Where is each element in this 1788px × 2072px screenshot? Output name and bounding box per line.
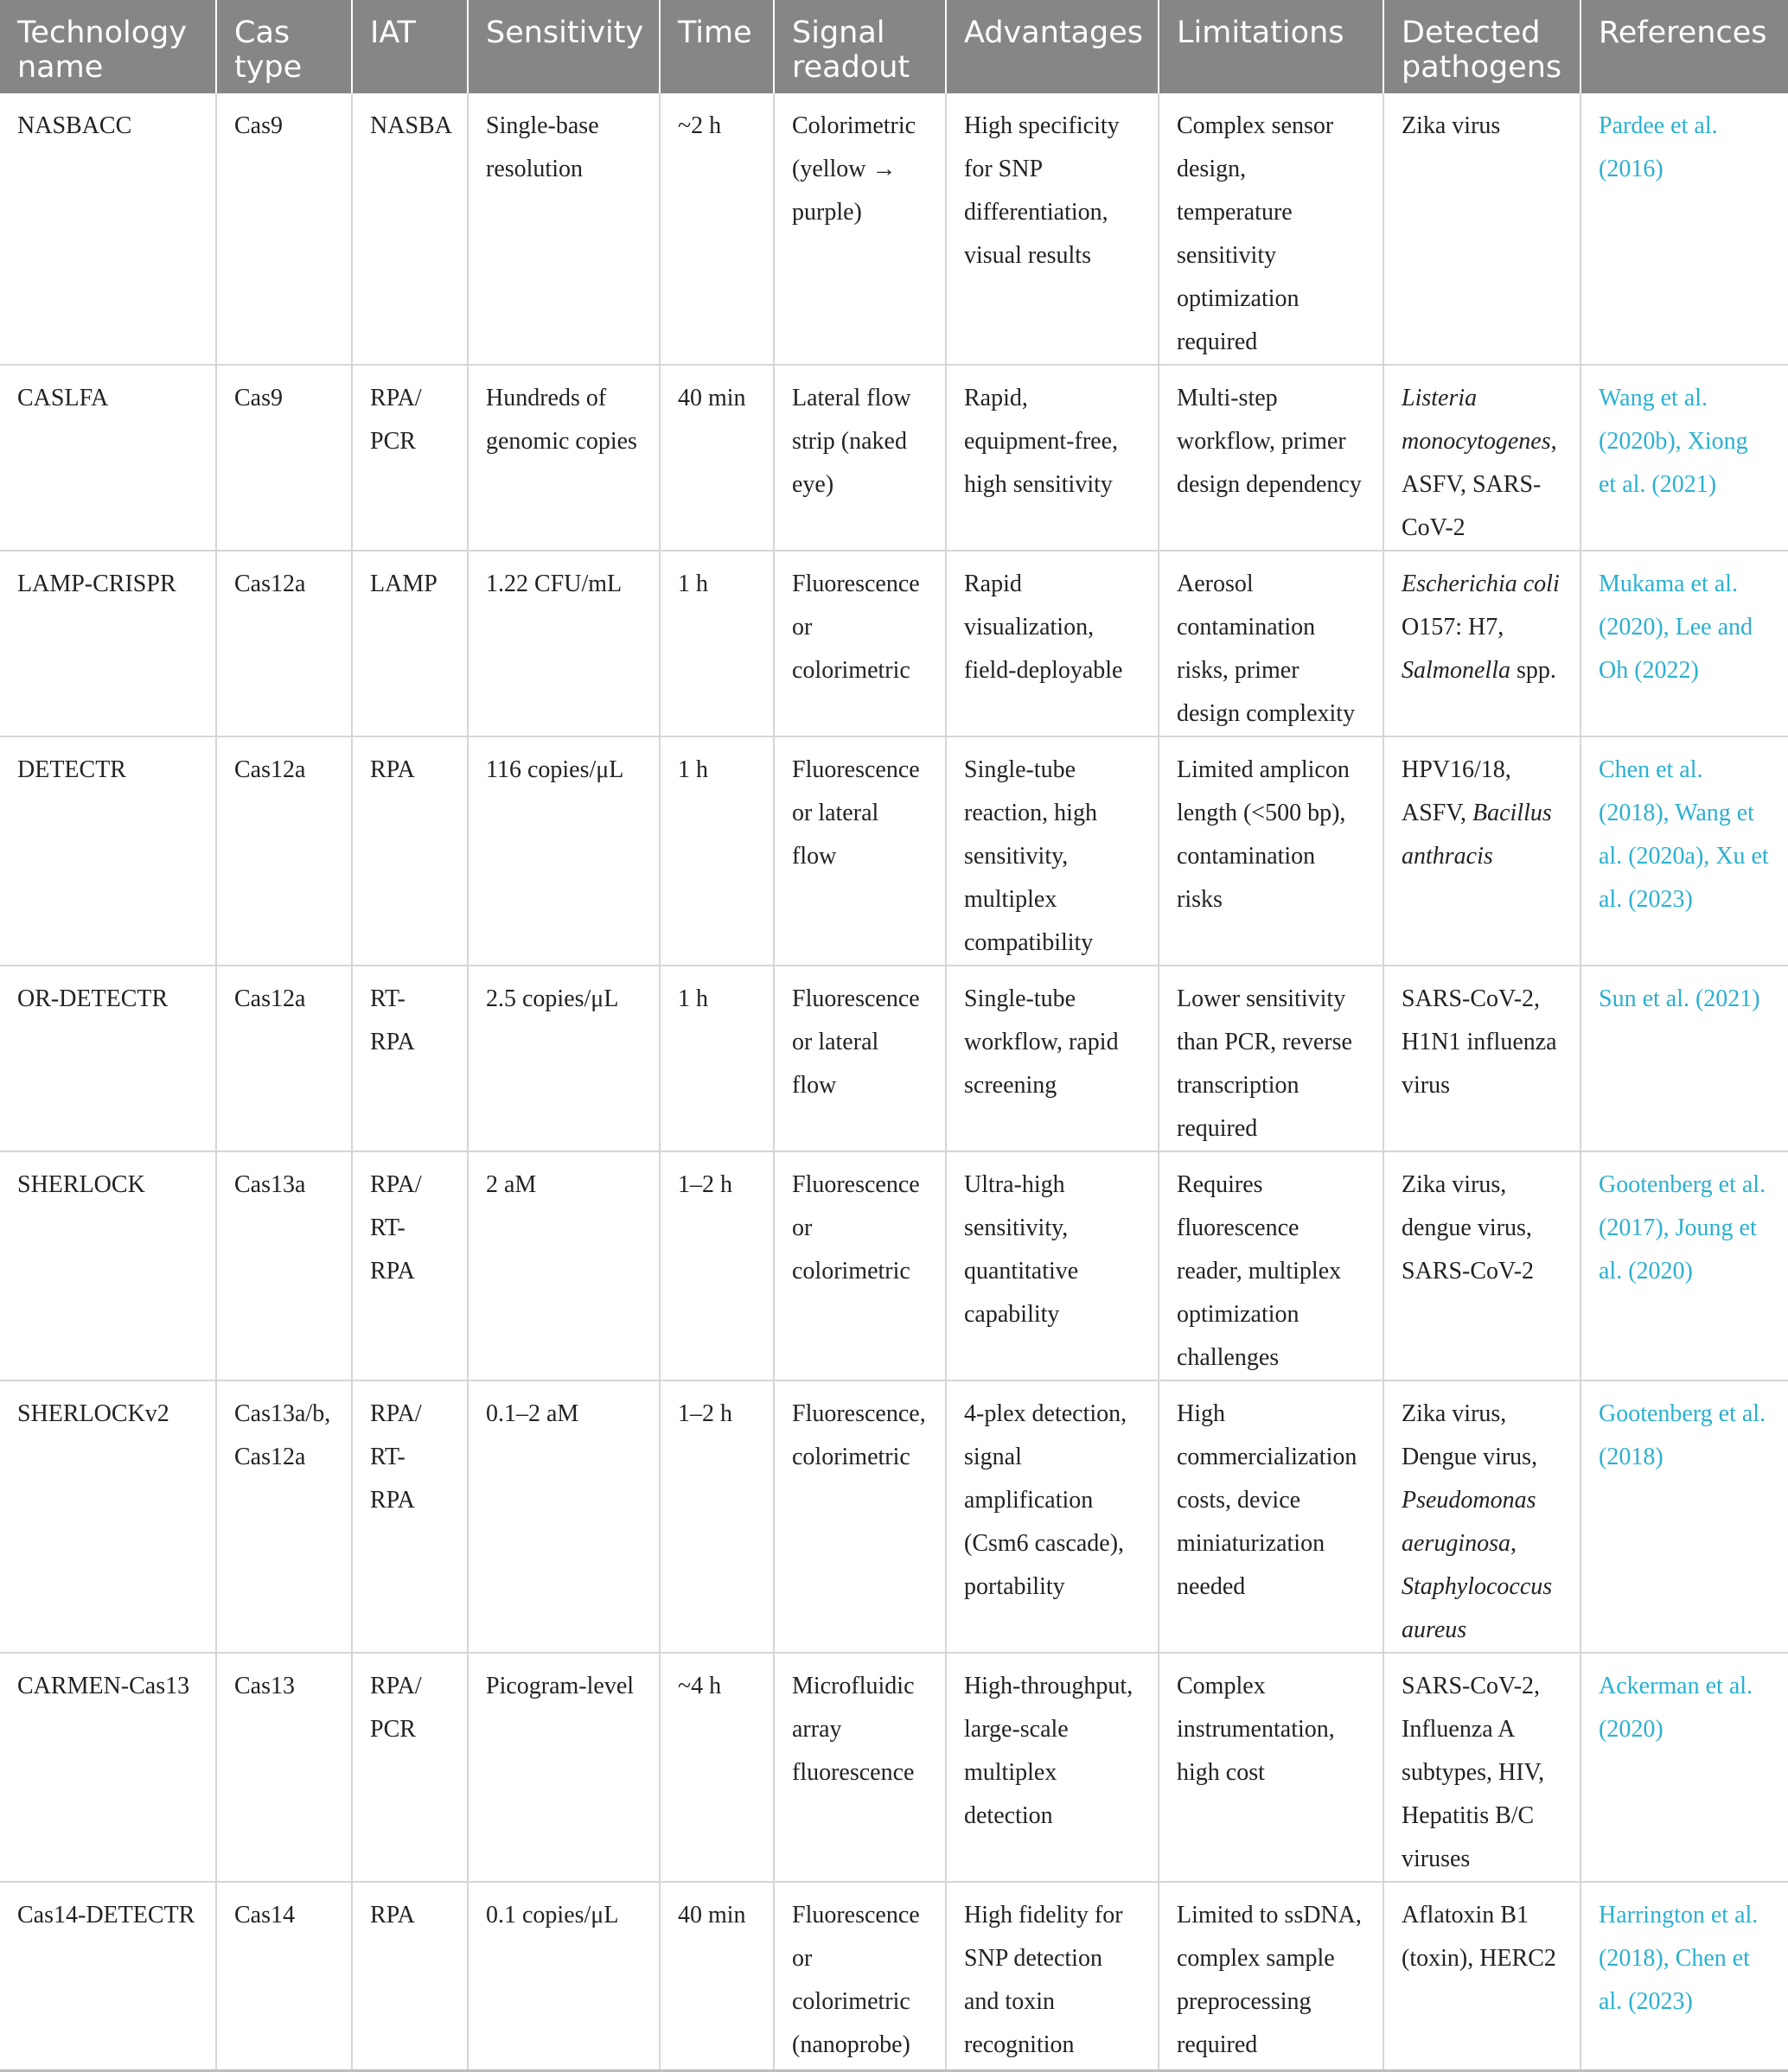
pathogen-species: Bacillus anthracis <box>1402 800 1552 870</box>
pathogen-text: HPV16/18, ASFV, <box>1402 756 1511 826</box>
cell-references <box>1580 966 1788 1151</box>
table-row <box>0 1882 1788 2070</box>
cell-signal-readout: Fluorescence or colorimetric <box>774 551 946 736</box>
reference-link[interactable]: Pardee et al. (2016) <box>1599 112 1718 182</box>
cell-iat: RPA/ PCR <box>352 365 468 551</box>
reference-link[interactable]: Gootenberg et al. (2017), Joung et al. (2020) <box>1599 1171 1766 1285</box>
cell-limitations: Complex instrumentation, high cost <box>1159 1653 1383 1882</box>
cell-time: ~4 h <box>660 1653 774 1882</box>
cell-time: 1–2 h <box>660 1151 774 1380</box>
table-row <box>0 1653 1788 1882</box>
cell-sensitivity: Picogram-level <box>468 1653 660 1882</box>
cell-iat: RPA/ RT-RPA <box>352 1151 468 1380</box>
cell-limitations: High commercialization costs, device miniaturization needed <box>1159 1380 1383 1653</box>
cell-technology-name: CARMEN-Cas13 <box>0 1653 216 1882</box>
cell-references <box>1580 1653 1788 1882</box>
header-detected-pathogens: Detected pathogens <box>1383 0 1580 93</box>
cell-iat: RT-RPA <box>352 966 468 1151</box>
cell-iat: LAMP <box>352 551 468 736</box>
table-header <box>0 0 1788 93</box>
header-technology-name: Technology name <box>0 0 216 93</box>
reference-link[interactable]: Ackerman et al. (2020) <box>1599 1673 1753 1743</box>
cell-references <box>1580 736 1788 966</box>
cell-advantages: Rapid, equipment-free, high sensitivity <box>946 365 1159 551</box>
pathogen-species: Staphylococcus aureus <box>1402 1573 1553 1643</box>
cell-advantages: High-throughput, large-scale multiplex detection <box>946 1653 1159 1882</box>
cell-detected-pathogens <box>1383 365 1580 551</box>
cell-cas-type: Cas12a <box>216 966 352 1151</box>
cell-iat: RPA/ RT-RPA <box>352 1380 468 1653</box>
cell-references <box>1580 1151 1788 1380</box>
pathogen-text: O157: H7, <box>1402 614 1504 641</box>
reference-link[interactable]: Gootenberg et al. (2018) <box>1599 1400 1766 1470</box>
cell-detected-pathogens: Zika virus, dengue virus, SARS-CoV-2 <box>1383 1151 1580 1380</box>
pathogen-species: Pseudomonas aeruginosa <box>1402 1487 1536 1557</box>
table-row <box>0 1151 1788 1380</box>
cell-cas-type: Cas12a <box>216 736 352 966</box>
cell-detected-pathogens: SARS-CoV-2, H1N1 influenza virus <box>1383 966 1580 1151</box>
cell-signal-readout: Lateral flow strip (naked eye) <box>774 365 946 551</box>
cell-detected-pathogens: Aflatoxin B1 (toxin), HERC2 <box>1383 1882 1580 2070</box>
cell-sensitivity: 0.1 copies/μL <box>468 1882 660 2070</box>
cell-sensitivity: Hundreds of genomic copies <box>468 365 660 551</box>
reference-link[interactable]: Mukama et al. (2020), Lee and Oh (2022) <box>1599 571 1753 684</box>
cell-cas-type: Cas12a <box>216 551 352 736</box>
cell-sensitivity: 0.1–2 aM <box>468 1380 660 1653</box>
header-sensitivity: Sensitivity <box>468 0 660 93</box>
cell-limitations: Aerosol contamination risks, primer design complexity <box>1159 551 1383 736</box>
table-body <box>0 93 1788 2070</box>
cell-advantages: Single-tube reaction, high sensitivity, multiplex compatibility <box>946 736 1159 966</box>
cell-technology-name: NASBACC <box>0 93 216 365</box>
cell-advantages: Ultra-high sensitivity, quantitative capability <box>946 1151 1159 1380</box>
cell-cas-type: Cas14 <box>216 1882 352 2070</box>
cell-technology-name: SHERLOCK <box>0 1151 216 1380</box>
cell-time: 1–2 h <box>660 1380 774 1653</box>
cell-sensitivity: 2 aM <box>468 1151 660 1380</box>
cell-iat: RPA/ PCR <box>352 1653 468 1882</box>
cell-cas-type: Cas13 <box>216 1653 352 1882</box>
cell-signal-readout: Fluorescence or lateral flow <box>774 966 946 1151</box>
cell-signal-readout: Fluorescence, colorimetric <box>774 1380 946 1653</box>
header-time: Time <box>660 0 774 93</box>
cell-detected-pathogens: SARS-CoV-2, Influenza A subtypes, HIV, Hepatitis B/C viruses <box>1383 1653 1580 1882</box>
cell-signal-readout: Fluorescence or colorimetric (nanoprobe) <box>774 1882 946 2070</box>
pathogen-species: Listeria monocytogenes <box>1402 385 1551 455</box>
cell-technology-name: OR-DETECTR <box>0 966 216 1151</box>
reference-link[interactable]: Harrington et al. (2018), Chen et al. (2023) <box>1599 1902 1759 2015</box>
cell-advantages: Single-tube workflow, rapid screening <box>946 966 1159 1151</box>
cell-limitations: Limited amplicon length (<500 bp), contamination risks <box>1159 736 1383 966</box>
table-row <box>0 551 1788 736</box>
cell-limitations: Multi-step workflow, primer design dependency <box>1159 365 1383 551</box>
cell-references <box>1580 93 1788 365</box>
header-references: References <box>1580 0 1788 93</box>
header-signal-readout: Signal readout <box>774 0 946 93</box>
cell-iat: RPA <box>352 1882 468 2070</box>
table-row <box>0 93 1788 365</box>
cell-advantages: High specificity for SNP differentiation, visual results <box>946 93 1159 365</box>
table-row <box>0 736 1788 966</box>
cell-iat: RPA <box>352 736 468 966</box>
cell-iat: NASBA <box>352 93 468 365</box>
cell-sensitivity: Single-base resolution <box>468 93 660 365</box>
header-advantages: Advantages <box>946 0 1159 93</box>
cell-cas-type: Cas13a <box>216 1151 352 1380</box>
cell-signal-readout: Colorimetric (yellow → purple) <box>774 93 946 365</box>
cell-detected-pathogens: Zika virus <box>1383 93 1580 365</box>
cell-sensitivity: 2.5 copies/μL <box>468 966 660 1151</box>
cell-technology-name: LAMP-CRISPR <box>0 551 216 736</box>
pathogen-text: spp. <box>1510 657 1556 684</box>
cell-advantages: 4-plex detection, signal amplification (Csm6 cascade), portability <box>946 1380 1159 1653</box>
reference-link[interactable]: Wang et al. (2020b), Xiong et al. (2021) <box>1599 385 1748 498</box>
reference-link[interactable]: Chen et al. (2018), Wang et al. (2020a), Xu et al. (2023) <box>1599 756 1769 913</box>
pathogen-text: , <box>1510 1530 1517 1557</box>
cell-advantages: Rapid visualization, field-deployable <box>946 551 1159 736</box>
pathogen-species: Salmonella <box>1402 657 1510 684</box>
table-row <box>0 365 1788 551</box>
pathogen-text: , ASFV, SARS-CoV-2 <box>1402 428 1557 541</box>
cell-sensitivity: 1.22 CFU/mL <box>468 551 660 736</box>
cell-signal-readout: Fluorescence or colorimetric <box>774 1151 946 1380</box>
cell-technology-name: DETECTR <box>0 736 216 966</box>
cell-limitations: Limited to ssDNA, complex sample preprocessing required <box>1159 1882 1383 2070</box>
cell-cas-type: Cas13a/b, Cas12a <box>216 1380 352 1653</box>
cell-time: 40 min <box>660 1882 774 2070</box>
cell-time: ~2 h <box>660 93 774 365</box>
pathogen-species: Escherichia coli <box>1402 571 1560 597</box>
cell-sensitivity: 116 copies/μL <box>468 736 660 966</box>
cell-detected-pathogens <box>1383 551 1580 736</box>
cell-technology-name: SHERLOCKv2 <box>0 1380 216 1653</box>
cell-detected-pathogens <box>1383 1380 1580 1653</box>
header-limitations: Limitations <box>1159 0 1383 93</box>
cell-limitations: Lower sensitivity than PCR, reverse transcription required <box>1159 966 1383 1151</box>
cell-time: 40 min <box>660 365 774 551</box>
cell-advantages: High fidelity for SNP detection and toxin recognition <box>946 1882 1159 2070</box>
cell-time: 1 h <box>660 551 774 736</box>
header-iat: IAT <box>352 0 468 93</box>
cell-cas-type: Cas9 <box>216 365 352 551</box>
cell-signal-readout: Fluorescence or lateral flow <box>774 736 946 966</box>
cell-cas-type: Cas9 <box>216 93 352 365</box>
cell-limitations: Complex sensor design, temperature sensitivity optimization required <box>1159 93 1383 365</box>
cell-signal-readout: Microfluidic array fluorescence <box>774 1653 946 1882</box>
cell-time: 1 h <box>660 966 774 1151</box>
header-cas-type: Cas type <box>216 0 352 93</box>
cell-limitations: Requires fluorescence reader, multiplex optimization challenges <box>1159 1151 1383 1380</box>
cell-references <box>1580 1882 1788 2070</box>
cell-references <box>1580 365 1788 551</box>
table-row <box>0 966 1788 1151</box>
cell-technology-name: CASLFA <box>0 365 216 551</box>
cell-technology-name: Cas14-DETECTR <box>0 1882 216 2070</box>
cell-references <box>1580 1380 1788 1653</box>
reference-link[interactable]: Sun et al. (2021) <box>1599 985 1760 1012</box>
table-row <box>0 1380 1788 1653</box>
cell-references <box>1580 551 1788 736</box>
cell-time: 1 h <box>660 736 774 966</box>
pathogen-text: Zika virus, Dengue virus, <box>1402 1400 1538 1470</box>
cell-detected-pathogens <box>1383 736 1580 966</box>
